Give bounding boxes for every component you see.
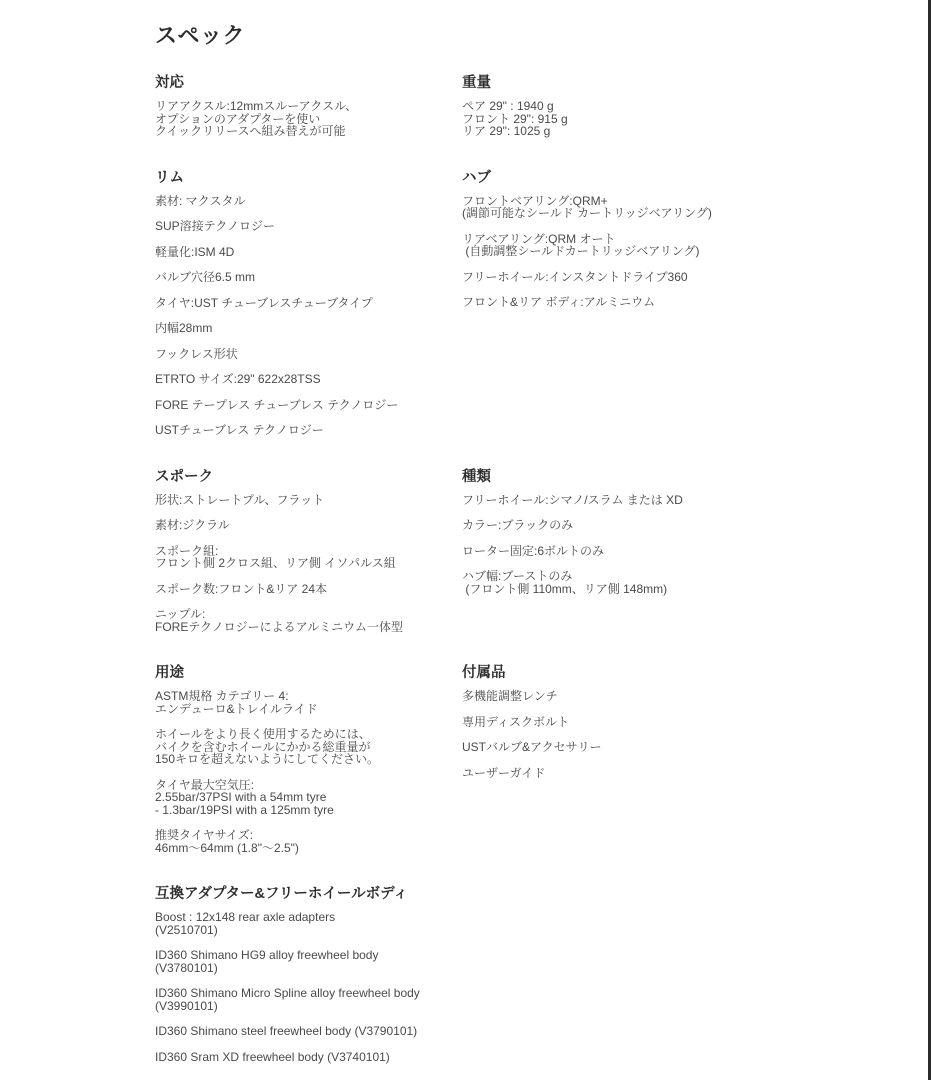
spec-line: ID360 Shimano HG9 alloy freewheel body <box>155 948 379 962</box>
spec-paragraph <box>155 1025 875 1038</box>
spec-paragraph <box>155 246 446 259</box>
spec-paragraph <box>462 296 875 309</box>
spec-paragraph <box>155 545 446 570</box>
spec-paragraph <box>462 570 875 595</box>
spec-line: ローター固定:6ボルトのみ <box>462 543 605 558</box>
spec-row <box>155 170 891 437</box>
spec-line: フロント 29": 915 g <box>462 111 568 126</box>
spec-line: USTチューブレス テクノロジー <box>155 423 324 437</box>
spec-line: タイヤ最大空気圧: <box>155 777 255 792</box>
spec-line: 46mm〜64mm (1.8"〜2.5") <box>155 840 299 855</box>
spec-line: 2.55bar/37PSI with a 54mm tyre <box>155 790 327 804</box>
spec-line: リアアクスル:12mmスルーアクスル、 <box>155 99 358 113</box>
spec-line: ID360 Sram XD freewheel body (V3740101) <box>155 1049 390 1064</box>
page-title: スペック <box>155 23 246 48</box>
section-compatibility <box>155 75 462 138</box>
section-heading: 重量 <box>462 75 491 91</box>
spec-paragraph <box>155 373 446 386</box>
spec-paragraph <box>155 829 446 854</box>
spec-line: ID360 Shimano Micro Spline alloy freewheel body <box>155 986 420 1000</box>
section-heading: ハブ <box>462 169 491 186</box>
spec-line: 150キロを超えないようにしてください。 <box>155 752 380 766</box>
spec-line: ID360 Shimano steel freewheel body (V3790101) <box>155 1024 418 1038</box>
spec-paragraph <box>462 271 875 284</box>
spec-paragraph <box>155 987 875 1012</box>
spec-line: フリーホイール:インスタントドライブ360 <box>462 269 688 284</box>
spec-line: FOREテクノロジーによるアルミニウム一体型 <box>155 619 404 634</box>
spec-row <box>155 665 891 854</box>
spec-line: 内幅28mm <box>155 321 213 335</box>
section-heading: 種類 <box>462 468 491 485</box>
spec-line: フロント側 2クロス組、リア側 イソパルス組 <box>155 556 396 570</box>
spec-paragraph <box>155 100 446 138</box>
spec-paragraph <box>462 545 875 558</box>
spec-line: - 1.3bar/19PSI with a 125mm tyre <box>155 802 334 817</box>
section-hub <box>462 170 891 437</box>
spec-paragraph <box>155 779 446 817</box>
spec-line: ペア 29" : 1940 g <box>462 99 554 113</box>
spec-paragraph <box>155 271 446 284</box>
section-spokes <box>155 469 462 634</box>
section-weight <box>462 75 891 138</box>
spec-paragraph <box>155 424 446 437</box>
spec-paragraph <box>462 690 875 703</box>
spec-line: (V3780101) <box>155 960 218 975</box>
section-type <box>462 469 891 634</box>
section-heading: 対応 <box>155 75 184 91</box>
spec-paragraph <box>462 233 875 258</box>
spec-line: 素材:ジクラル <box>155 518 230 532</box>
spec-line: スポーク数:フロント&リア 24本 <box>155 581 328 596</box>
spec-line: (V3990101) <box>155 998 218 1013</box>
spec-line: FORE テープレス チューブレス テクノロジー <box>155 397 399 412</box>
spec-line: 専用ディスクボルト <box>462 714 570 729</box>
section-heading: 用途 <box>155 665 184 681</box>
spec-line: 素材: マクスタル <box>155 193 246 208</box>
spec-line: バルブ穴径6.5 mm <box>155 270 256 284</box>
spec-row <box>155 469 891 634</box>
spec-line: エンデューロ&トレイルライド <box>155 701 318 716</box>
spec-line: リアベアリング:QRM オート <box>462 231 616 246</box>
spec-line: (調節可能なシールド カートリッジベアリング) <box>462 206 712 220</box>
spec-line: ASTM規格 カテゴリー 4: <box>155 689 289 703</box>
spec-paragraph <box>155 297 446 310</box>
section-heading: スポーク <box>155 468 213 485</box>
spec-row <box>155 75 891 138</box>
spec-paragraph <box>462 195 875 220</box>
spec-line: Boost : 12x148 rear axle adapters <box>155 910 336 924</box>
spec-paragraph <box>462 741 875 754</box>
spec-paragraph <box>155 608 446 633</box>
spec-paragraph <box>155 348 446 361</box>
section-heading: リム <box>155 169 184 186</box>
spec-paragraph <box>462 716 875 729</box>
spec-paragraph <box>155 322 446 335</box>
spec-paragraph <box>155 583 446 596</box>
spec-line: フロント&リア ボディ:アルミニウム <box>462 295 656 309</box>
spec-line: フリーホイール:シマノ/スラム または XD <box>462 492 683 507</box>
spec-paragraph <box>155 911 875 936</box>
spec-paragraph <box>155 949 875 974</box>
spec-paragraph <box>155 494 446 507</box>
spec-row <box>155 886 891 1063</box>
spec-line: 推奨タイヤサイズ: <box>155 828 254 842</box>
spec-line: USTバルブ&アクセサリー <box>462 740 602 754</box>
spec-paragraph <box>155 220 446 233</box>
spec-line: (自動調整シールドカートリッジベアリング) <box>462 244 700 258</box>
spec-line: タイヤ:UST チューブレスチューブタイプ <box>155 295 373 310</box>
spec-line: リア 29": 1025 g <box>462 124 551 138</box>
spec-line: ホイールをより長く使用するためには、 <box>155 727 371 741</box>
spec-paragraph <box>155 195 446 208</box>
spec-line: (V2510701) <box>155 922 218 937</box>
spec-line: フロントベアリング:QRM+ <box>462 193 608 208</box>
spec-line: ハブ幅:ブーストのみ <box>462 569 573 583</box>
spec-line: スポーク組: <box>155 543 219 558</box>
spec-line: 軽量化:ISM 4D <box>155 244 235 259</box>
spec-paragraph <box>155 399 446 412</box>
spec-line: オプションのアダプターを使い <box>155 111 321 126</box>
section-usage <box>155 665 462 854</box>
spec-line: ETRTO サイズ:29" 622x28TSS <box>155 372 321 386</box>
spec-line: 形状:ストレートプル、フラット <box>155 492 325 507</box>
spec-line: (フロント側 110mm、リア側 148mm) <box>462 581 668 596</box>
spec-line: フックレス形状 <box>155 346 238 361</box>
spec-paragraph <box>462 767 875 780</box>
spec-line: クイックリリースへ組み替えが可能 <box>155 124 346 138</box>
spec-line: ユーザーガイド <box>462 765 546 780</box>
spec-paragraph <box>155 728 446 766</box>
spec-line: ニップル: <box>155 607 206 621</box>
section-rim <box>155 170 462 437</box>
spec-paragraph <box>462 494 875 507</box>
spec-line: 多機能調整レンチ <box>462 689 558 703</box>
section-accessories <box>462 665 891 854</box>
spec-paragraph <box>155 1051 875 1064</box>
section-heading: 互換アダプター&フリーホイールボディ <box>155 886 408 902</box>
spec-sections <box>155 75 891 1063</box>
spec-line: カラー:ブラックのみ <box>462 518 574 532</box>
section-adapters <box>155 886 891 1063</box>
spec-line: SUP溶接テクノロジー <box>155 219 275 233</box>
spec-paragraph <box>462 519 875 532</box>
spec-line: バイクを含むホイールにかかる総重量が <box>155 739 371 754</box>
section-heading: 付属品 <box>462 665 506 681</box>
spec-paragraph <box>462 100 875 138</box>
spec-paragraph <box>155 690 446 715</box>
spec-paragraph <box>155 519 446 532</box>
